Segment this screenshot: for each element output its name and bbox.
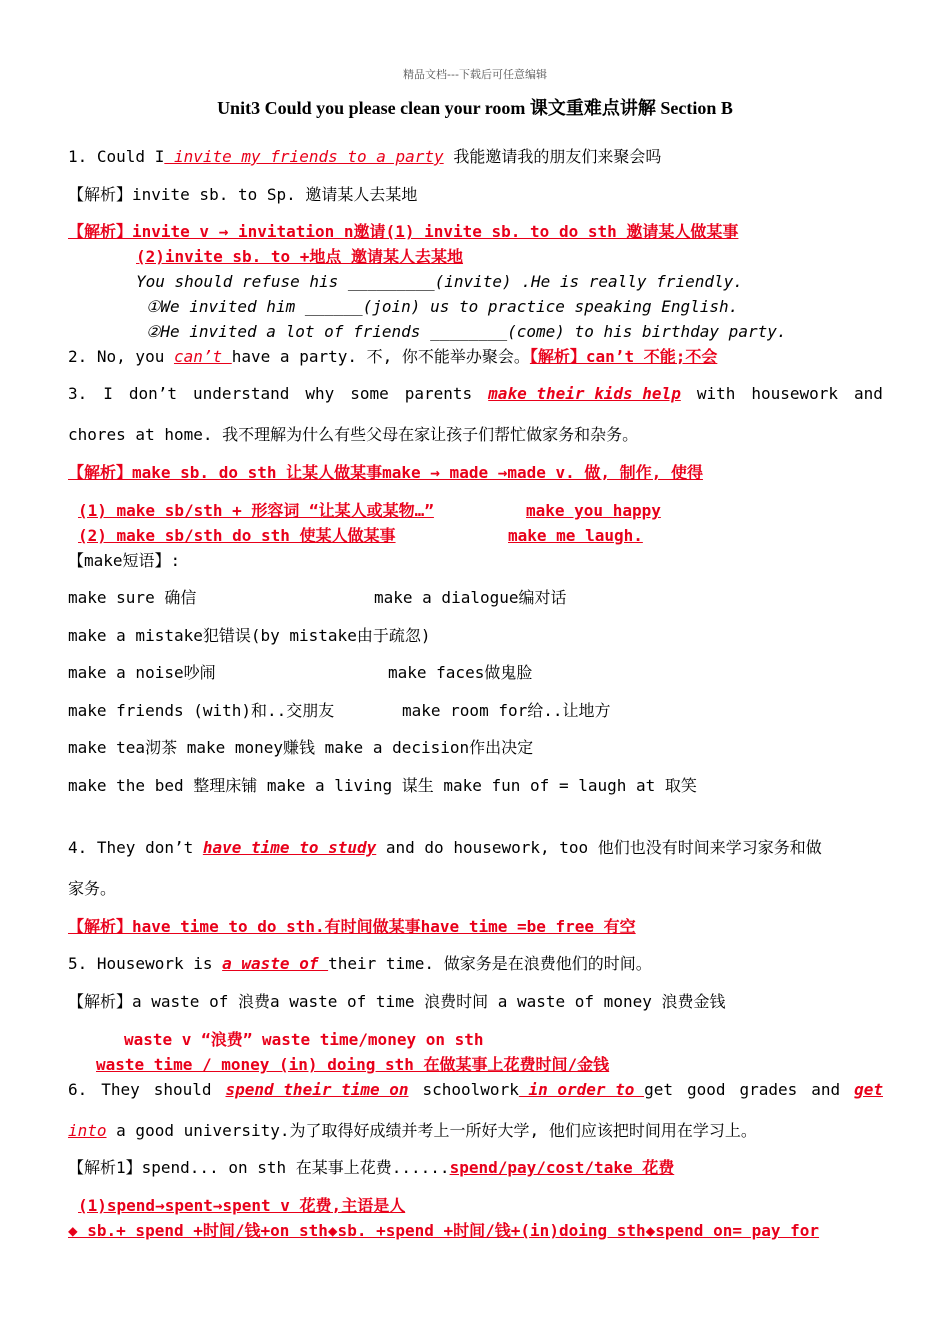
s2-jiexi: 【解析】can’t 不能;不会 [529,347,718,366]
s3-word: with [696,384,736,403]
s6-word: should [153,1080,212,1099]
s2-sentence [68,346,717,368]
s3-sentence-line1 [68,383,883,405]
s3-word: why [305,384,335,403]
s4-pre: 4. They don’t [68,838,203,857]
s2-post: have a party. 不, 你不能举办聚会。 [231,347,530,366]
s6-word: schoolwork [422,1080,519,1099]
phrase-item: make room for给..让地方 [402,701,611,720]
s5-answer: a waste of [222,954,329,973]
s6-word: and [811,1080,841,1099]
s6-answer-3: get [854,1080,883,1099]
s6-jiexi [68,1157,674,1179]
s3-red-note-2b: make you happy [526,501,661,520]
s6-word: good [686,1080,726,1099]
s6-red-note-1: (1)spend→spent→spent v 花费,主语是人 [78,1196,406,1215]
s3-red-note-3b: make me laugh. [508,526,643,545]
s4-sentence-line2: 家务。 [68,879,117,898]
s3-word: don’t [128,384,178,403]
s3-word: I [103,384,113,403]
s5-jiexi: 【解析】a waste of 浪费a waste of time 浪费时间 a waste of money 浪费金钱 [68,992,726,1011]
s3-word: housework [751,384,839,403]
s3-answer: make their kids help [488,384,681,403]
s1-sentence [68,146,661,168]
s3-red-note-2a: (1) make sb/sth + 形容词 “让某人或某物…” [78,501,434,520]
s6-word: They [101,1080,140,1099]
s3-red-note-1: 【解析】make sb. do sth 让某人做某事make → made →made v. 做, 制作, 使得 [68,463,703,482]
s1-exercise-1: You should refuse his _________(invite) .He is really friendly. [136,272,743,291]
s1-red-note-2: (2)invite sb. to +地点 邀请某人去某地 [136,247,464,266]
s2-answer: can’t [173,347,232,366]
s4-post: and do housework, too 他们也没有时间来学习家务和做 [376,838,822,857]
s6-jiexi-red: spend/pay/cost/take 花费 [449,1158,675,1177]
s5-post: their time. 做家务是在浪费他们的时间。 [328,954,652,973]
page-title: Unit3 Could you please clean your room 课文重难点讲解 Section B [217,98,733,118]
s6-answer-2: in order to [518,1080,645,1099]
s5-sentence [68,953,652,975]
s5-pre: 5. Housework is [68,954,223,973]
s6-answer-4: into [68,1121,107,1140]
s3-word: some [350,384,389,403]
phrase-item: make the bed 整理床铺 make a living 谋生 make fun of = laugh at 取笑 [68,776,697,795]
phrase-item: make a noise吵闹 [68,663,216,682]
s3-word: understand [193,384,290,403]
s1-exercise-3: ②He invited a lot of friends ________(come) to his birthday party. [146,322,787,341]
s3-red-note-3a: (2) make sb/sth do sth 使某人做某事 [78,526,396,545]
s6-jiexi-pre: 【解析1】spend... on sth 在某事上花费...... [68,1158,450,1177]
header-note: 精品文档---下载后可任意编辑 [403,68,547,81]
s1-red-note-1: 【解析】invite v → invitation n邀请(1) invite sb. to do sth 邀请某人做某事 [68,222,739,241]
s5-red-note-2: waste time / money (in) doing sth 在做某事上花费时间/金钱 [96,1055,610,1074]
s6-line2-text: a good university.为了取得好成绩并考上一所好大学, 他们应该把时间用在学习上。 [106,1121,757,1140]
s5-red-note-1: waste v “浪费” waste time/money on sth [124,1030,484,1049]
s3-sentence-line2: chores at home. 我不理解为什么有些父母在家让孩子们帮忙做家务和杂务。 [68,425,639,444]
s3-word: and [854,384,883,403]
s4-answer: have time to study [202,838,377,857]
s6-word: grades [739,1080,798,1099]
s4-sentence [68,837,822,859]
s1-exercise-2: ①We invited him ______(join) us to practice speaking English. [146,297,739,316]
s6-red-note-2: ◆ sb.+ spend +时间/钱+on sth◆sb. +spend +时间/钱+(in)doing sth◆spend on= pay for [68,1221,820,1240]
s1-post: 我能邀请我的朋友们来聚会吗 [443,147,662,166]
s6-word: get [644,1080,673,1099]
phrase-item: make sure 确信 [68,588,197,607]
phrase-item: make a mistake犯错误(by mistake由于疏忽) [68,626,431,645]
s6-answer-1: spend their time on [225,1080,409,1099]
phrase-item: make faces做鬼脸 [388,663,533,682]
s6-sentence-line1 [68,1079,883,1101]
phrase-item: make friends (with)和..交朋友 [68,701,335,720]
s3-word: 3. [68,384,88,403]
s6-sentence-line2 [68,1120,757,1142]
s6-word: 6. [68,1080,88,1099]
s2-pre: 2. No, you [68,347,174,366]
s1-pre: 1. Could I [68,147,165,166]
s3-phrases-heading: 【make短语】: [68,551,181,570]
s3-word: parents [404,384,473,403]
s1-answer: invite my friends to a party [164,147,444,166]
phrase-item: make tea沏茶 make money赚钱 make a decision作出决定 [68,738,534,757]
phrase-item: make a dialogue编对话 [374,588,567,607]
s4-red-note: 【解析】have time to do sth.有时间做某事have time =be free 有空 [68,917,636,936]
s1-jiexi: 【解析】invite sb. to Sp. 邀请某人去某地 [68,185,418,204]
